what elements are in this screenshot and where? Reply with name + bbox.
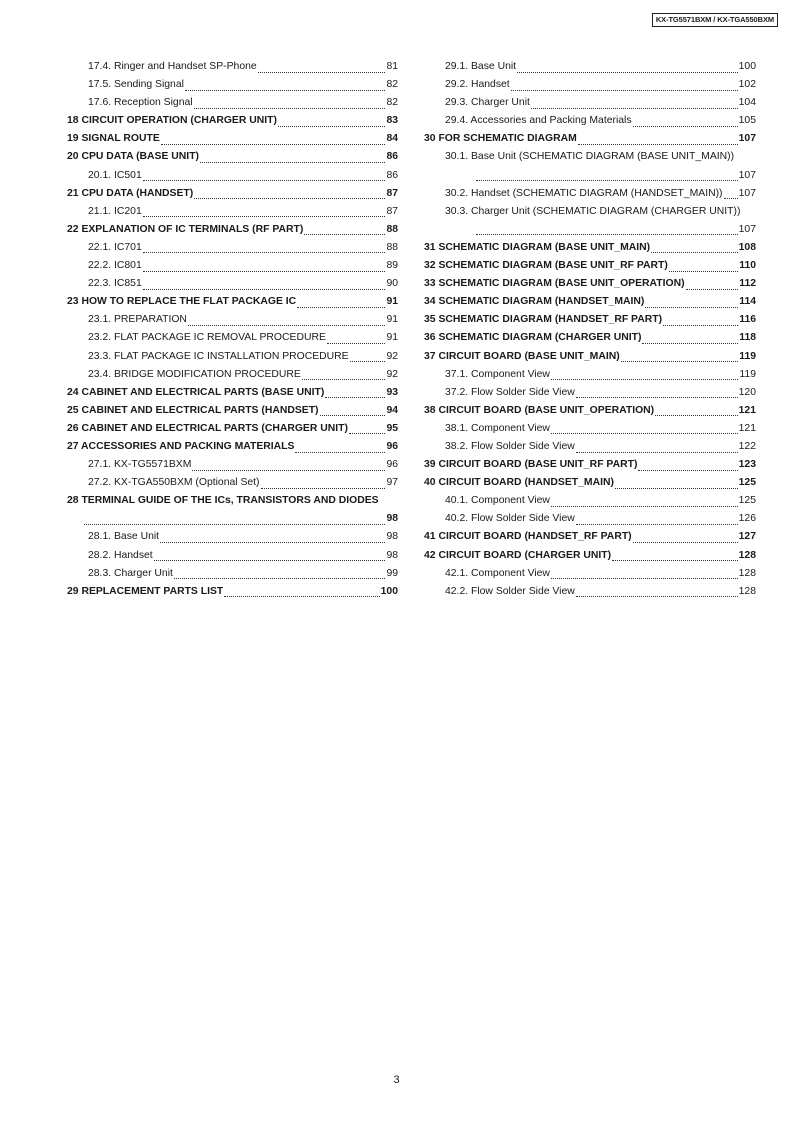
toc-entry-title: 17.4. Ringer and Handset SP-Phone bbox=[88, 61, 257, 72]
toc-entry-title: 21.1. IC201 bbox=[88, 205, 142, 217]
toc-entry[interactable] bbox=[424, 586, 756, 604]
toc-entry[interactable] bbox=[424, 423, 756, 441]
toc-entry[interactable] bbox=[424, 296, 756, 314]
toc-entry-page: 123 bbox=[738, 459, 756, 471]
toc-entry[interactable] bbox=[67, 151, 398, 169]
toc-entry-title: 22 EXPLANATION OF IC TERMINALS (RF PART) bbox=[67, 223, 304, 235]
toc-entry-page: 121 bbox=[738, 404, 756, 416]
dot-leader bbox=[576, 594, 738, 597]
toc-entry-title: 42.2. Flow Solder Side View bbox=[445, 585, 575, 597]
toc-entry-page: 86 bbox=[386, 151, 398, 163]
toc-entry-continuation[interactable] bbox=[424, 224, 756, 242]
toc-entry-page: 90 bbox=[386, 278, 398, 290]
toc-entry[interactable] bbox=[67, 260, 398, 278]
toc-entry-title: 37 CIRCUIT BOARD (BASE UNIT_MAIN) bbox=[424, 350, 620, 362]
toc-entry-title: 23.1. PREPARATION bbox=[88, 314, 187, 326]
toc-entry-title: 17.6. Reception Signal bbox=[88, 97, 193, 109]
toc-entry[interactable] bbox=[424, 550, 756, 568]
dot-leader bbox=[551, 576, 738, 579]
dot-leader bbox=[615, 486, 738, 489]
toc-entry-page: 110 bbox=[739, 260, 756, 272]
dot-leader bbox=[325, 395, 385, 398]
toc-entry-title: 19 SIGNAL ROUTE bbox=[67, 133, 160, 145]
dot-leader bbox=[185, 88, 386, 91]
dot-leader bbox=[612, 558, 738, 561]
dot-leader bbox=[143, 178, 386, 181]
dot-leader bbox=[651, 250, 738, 253]
toc-entry-page: 86 bbox=[386, 169, 398, 181]
dot-leader bbox=[576, 450, 738, 453]
toc-entry[interactable] bbox=[67, 242, 398, 260]
toc-entry[interactable] bbox=[424, 97, 756, 115]
toc-entry[interactable] bbox=[424, 513, 756, 531]
toc-entry-page: 116 bbox=[739, 314, 756, 326]
dot-leader bbox=[476, 232, 738, 235]
toc-entry-page: 89 bbox=[386, 260, 398, 272]
dot-leader bbox=[278, 124, 386, 127]
toc-entry[interactable] bbox=[424, 79, 756, 97]
dot-leader bbox=[224, 594, 379, 597]
toc-entry[interactable] bbox=[67, 61, 398, 79]
dot-leader bbox=[174, 576, 386, 579]
toc-entry-page: 81 bbox=[386, 61, 398, 72]
toc-entry-page: 92 bbox=[386, 368, 398, 380]
toc-entry-page: 95 bbox=[386, 422, 398, 434]
toc-entry-title[interactable]: 28 TERMINAL GUIDE OF THE ICs, TRANSISTORS AND DIODES bbox=[67, 495, 379, 507]
dot-leader bbox=[645, 305, 738, 308]
dot-leader bbox=[143, 214, 386, 217]
toc-entry-page: 91 bbox=[386, 314, 398, 326]
toc-entry-title: 29.2. Handset bbox=[445, 79, 510, 91]
toc-entry-page: 121 bbox=[738, 422, 756, 434]
dot-leader bbox=[143, 269, 386, 272]
toc-entry-page: 107 bbox=[738, 169, 756, 181]
toc-entry-page: 88 bbox=[386, 223, 398, 235]
toc-entry[interactable] bbox=[424, 332, 756, 350]
dot-leader bbox=[302, 377, 386, 380]
dot-leader bbox=[551, 504, 738, 507]
toc-entry-title: 22.1. IC701 bbox=[88, 241, 142, 253]
toc-entry[interactable] bbox=[67, 224, 398, 242]
toc-entry-title: 36 SCHEMATIC DIAGRAM (CHARGER UNIT) bbox=[424, 332, 642, 344]
toc-entry-title: 27 ACCESSORIES AND PACKING MATERIALS bbox=[67, 440, 295, 452]
dot-leader bbox=[517, 70, 738, 73]
toc-entry-page: 112 bbox=[739, 278, 756, 290]
toc-entry[interactable] bbox=[424, 314, 756, 332]
toc-entry[interactable] bbox=[424, 459, 756, 477]
toc-entry-title: 30 FOR SCHEMATIC DIAGRAM bbox=[424, 133, 577, 145]
dot-leader bbox=[192, 468, 385, 471]
toc-entry-page: 82 bbox=[386, 97, 398, 109]
toc-entry-page: 119 bbox=[739, 350, 756, 362]
dot-leader bbox=[511, 88, 738, 91]
toc-entry-page: 100 bbox=[380, 585, 398, 597]
dot-leader bbox=[143, 287, 386, 290]
dot-leader bbox=[476, 178, 738, 181]
toc-entry-page: 98 bbox=[386, 513, 398, 525]
toc-entry[interactable] bbox=[424, 115, 756, 133]
toc-entry[interactable] bbox=[424, 405, 756, 423]
toc-entry-title: 42 CIRCUIT BOARD (CHARGER UNIT) bbox=[424, 549, 612, 561]
toc-entry-page: 98 bbox=[386, 531, 398, 543]
toc-entry-title: 28.2. Handset bbox=[88, 549, 153, 561]
dot-leader bbox=[327, 341, 386, 344]
toc-entry-page: 105 bbox=[738, 115, 756, 127]
toc-entry-title: 40 CIRCUIT BOARD (HANDSET_MAIN) bbox=[424, 477, 614, 489]
toc-entry-title: 29.1. Base Unit bbox=[445, 61, 517, 72]
toc-entry[interactable] bbox=[67, 586, 398, 604]
toc-entry-title: 35 SCHEMATIC DIAGRAM (HANDSET_RF PART) bbox=[424, 314, 663, 326]
toc-entry[interactable] bbox=[424, 568, 756, 586]
toc-entry-page: 91 bbox=[386, 332, 398, 344]
toc-entry-page: 126 bbox=[738, 513, 756, 525]
toc-entry-title: 27.1. KX-TG5571BXM bbox=[88, 459, 192, 471]
toc-entry-title: 40.2. Flow Solder Side View bbox=[445, 513, 575, 525]
toc-entry[interactable] bbox=[67, 441, 398, 459]
toc-entry-title: 24 CABINET AND ELECTRICAL PARTS (BASE UNIT) bbox=[67, 386, 325, 398]
toc-entry[interactable] bbox=[67, 206, 398, 224]
toc-entry-title: 20.1. IC501 bbox=[88, 169, 142, 181]
toc-entry[interactable] bbox=[424, 441, 756, 459]
toc-entry[interactable] bbox=[67, 351, 398, 369]
toc-entry-title: 29.4. Accessories and Packing Materials bbox=[445, 115, 632, 127]
toc-entry-page: 128 bbox=[738, 567, 756, 579]
toc-entry[interactable] bbox=[424, 387, 756, 405]
dot-leader bbox=[686, 287, 739, 290]
toc-entry-page: 128 bbox=[738, 549, 756, 561]
toc-entry-title: 23.3. FLAT PACKAGE IC INSTALLATION PROCEDURE bbox=[88, 350, 349, 362]
toc-entry-title: 38 CIRCUIT BOARD (BASE UNIT_OPERATION) bbox=[424, 404, 655, 416]
toc-entry-page: 87 bbox=[386, 187, 398, 199]
toc-entry-title: 28.3. Charger Unit bbox=[88, 567, 173, 579]
toc-entry-page: 107 bbox=[738, 187, 756, 199]
dot-leader bbox=[304, 232, 385, 235]
toc-entry-title: 33 SCHEMATIC DIAGRAM (BASE UNIT_OPERATION) bbox=[424, 278, 685, 290]
toc-entry[interactable] bbox=[424, 369, 756, 387]
dot-leader bbox=[320, 413, 386, 416]
toc-entry[interactable] bbox=[67, 115, 398, 133]
dot-leader bbox=[633, 124, 738, 127]
toc-right-column bbox=[424, 61, 756, 604]
toc-entry-page: 93 bbox=[386, 386, 398, 398]
toc-entry-page: 122 bbox=[738, 440, 756, 452]
toc-entry-page: 108 bbox=[738, 241, 756, 253]
toc-entry-title[interactable]: 30.1. Base Unit (SCHEMATIC DIAGRAM (BASE UNIT_MAIN)) bbox=[445, 151, 735, 163]
dot-leader bbox=[160, 540, 385, 543]
toc-entry-title: 23 HOW TO REPLACE THE FLAT PACKAGE IC bbox=[67, 296, 297, 308]
toc-entry-title: 26 CABINET AND ELECTRICAL PARTS (CHARGER UNIT) bbox=[67, 422, 348, 434]
dot-leader bbox=[143, 250, 386, 253]
toc-entry[interactable] bbox=[67, 405, 398, 423]
toc-entry[interactable] bbox=[67, 387, 398, 405]
toc-entry-page: 119 bbox=[739, 368, 756, 380]
dot-leader bbox=[621, 359, 739, 362]
page-number: 3 bbox=[393, 1074, 400, 1086]
toc-entry-page: 107 bbox=[738, 133, 756, 145]
toc-entry-page: 125 bbox=[738, 495, 756, 507]
toc-entry-page: 128 bbox=[738, 585, 756, 597]
toc-entry-page: 87 bbox=[386, 205, 398, 217]
toc-entry-page: 114 bbox=[739, 296, 756, 308]
dot-leader bbox=[576, 395, 738, 398]
toc-entry-title: 25 CABINET AND ELECTRICAL PARTS (HANDSET) bbox=[67, 404, 319, 416]
toc-entry-title: 23.2. FLAT PACKAGE IC REMOVAL PROCEDURE bbox=[88, 332, 326, 344]
toc-entry-title: 39 CIRCUIT BOARD (BASE UNIT_RF PART) bbox=[424, 459, 638, 471]
dot-leader bbox=[188, 323, 386, 326]
dot-leader bbox=[642, 341, 738, 344]
toc-entry[interactable] bbox=[67, 477, 398, 495]
dot-leader bbox=[295, 450, 385, 453]
toc-entry[interactable] bbox=[67, 531, 398, 549]
dot-leader bbox=[655, 413, 738, 416]
toc-entry-page: 125 bbox=[738, 477, 756, 489]
toc-entry-title: 34 SCHEMATIC DIAGRAM (HANDSET_MAIN) bbox=[424, 296, 645, 308]
toc-entry-title: 38.2. Flow Solder Side View bbox=[445, 440, 575, 452]
toc-entry-page: 107 bbox=[738, 223, 756, 235]
toc-entry-title[interactable]: 30.3. Charger Unit (SCHEMATIC DIAGRAM (CHARGER UNIT)) bbox=[445, 205, 741, 217]
toc-entry[interactable] bbox=[67, 423, 398, 441]
toc-entry[interactable] bbox=[67, 369, 398, 387]
model-number-box: KX-TG5571BXM / KX-TGA550BXM bbox=[652, 13, 778, 27]
toc-entry-title: 30.2. Handset (SCHEMATIC DIAGRAM (HANDSET_MAIN)) bbox=[445, 187, 723, 199]
dot-leader bbox=[724, 196, 738, 199]
toc-entry-title: 22.3. IC851 bbox=[88, 278, 142, 290]
toc-entry[interactable] bbox=[67, 332, 398, 350]
toc-entry[interactable] bbox=[67, 133, 398, 151]
dot-leader bbox=[261, 486, 386, 489]
dot-leader bbox=[200, 160, 385, 163]
toc-entry[interactable] bbox=[67, 170, 398, 188]
dot-leader bbox=[258, 70, 386, 73]
dot-leader bbox=[194, 196, 385, 199]
dot-leader bbox=[161, 142, 386, 145]
toc-entry-page: 97 bbox=[386, 477, 398, 489]
toc-entry[interactable] bbox=[424, 260, 756, 278]
toc-entry-page: 102 bbox=[738, 79, 756, 91]
dot-leader bbox=[663, 323, 738, 326]
toc-entry-title: 40.1. Component View bbox=[445, 495, 550, 507]
toc-entry-page: 83 bbox=[386, 115, 398, 127]
toc-entry[interactable] bbox=[424, 495, 756, 513]
dot-leader bbox=[633, 540, 738, 543]
dot-leader bbox=[349, 431, 386, 434]
toc-entry[interactable] bbox=[424, 242, 756, 260]
toc-entry-title: 29 REPLACEMENT PARTS LIST bbox=[67, 585, 224, 597]
dot-leader bbox=[578, 142, 738, 145]
toc-entry-page: 82 bbox=[386, 79, 398, 91]
toc-entry-title: 17.5. Sending Signal bbox=[88, 79, 184, 91]
toc-entry-title: 29.3. Charger Unit bbox=[445, 97, 530, 109]
toc-entry-title: 20 CPU DATA (BASE UNIT) bbox=[67, 151, 200, 163]
toc-entry-page: 99 bbox=[386, 567, 398, 579]
dot-leader bbox=[551, 377, 738, 380]
toc-entry-page: 84 bbox=[386, 133, 398, 145]
toc-entry-title: 37.1. Component View bbox=[445, 368, 550, 380]
dot-leader bbox=[84, 522, 385, 525]
toc-entry[interactable] bbox=[67, 314, 398, 332]
dot-leader bbox=[194, 106, 386, 109]
toc-entry-title: 31 SCHEMATIC DIAGRAM (BASE UNIT_MAIN) bbox=[424, 241, 651, 253]
dot-leader bbox=[638, 468, 737, 471]
toc-entry-title: 27.2. KX-TGA550BXM (Optional Set) bbox=[88, 477, 260, 489]
toc-entry-page: 127 bbox=[738, 531, 756, 543]
toc-entry-page: 100 bbox=[738, 61, 756, 72]
toc-entry[interactable] bbox=[424, 531, 756, 549]
toc-entry-title: 23.4. BRIDGE MODIFICATION PROCEDURE bbox=[88, 368, 301, 380]
dot-leader bbox=[154, 558, 386, 561]
toc-entry[interactable] bbox=[67, 79, 398, 97]
dot-leader bbox=[297, 305, 385, 308]
toc-entry[interactable] bbox=[424, 61, 756, 79]
dot-leader bbox=[551, 431, 738, 434]
dot-leader bbox=[531, 106, 738, 109]
dot-leader bbox=[669, 269, 738, 272]
toc-entry-page: 104 bbox=[738, 97, 756, 109]
toc-entry-page: 96 bbox=[386, 440, 398, 452]
toc-entry-title: 32 SCHEMATIC DIAGRAM (BASE UNIT_RF PART) bbox=[424, 260, 668, 272]
toc-entry[interactable] bbox=[67, 296, 398, 314]
toc-entry-title: 28.1. Base Unit bbox=[88, 531, 160, 543]
toc-entry[interactable] bbox=[67, 278, 398, 296]
toc-entry[interactable] bbox=[424, 278, 756, 296]
dot-leader bbox=[576, 522, 738, 525]
toc-left-column bbox=[67, 61, 398, 604]
toc-entry-title: 18 CIRCUIT OPERATION (CHARGER UNIT) bbox=[67, 115, 277, 127]
toc-entry-page: 118 bbox=[739, 332, 756, 344]
toc-entry-title: 22.2. IC801 bbox=[88, 260, 142, 272]
toc-entry-continuation[interactable] bbox=[424, 170, 756, 188]
toc-entry-page: 91 bbox=[386, 296, 398, 308]
toc-entry-title: 21 CPU DATA (HANDSET) bbox=[67, 187, 194, 199]
dot-leader bbox=[350, 359, 386, 362]
toc-entry[interactable] bbox=[67, 188, 398, 206]
toc-entry[interactable] bbox=[424, 133, 756, 151]
toc-entry-page: 88 bbox=[386, 241, 398, 253]
toc-entry-title: 38.1. Component View bbox=[445, 422, 550, 434]
toc-entry[interactable] bbox=[424, 351, 756, 369]
toc-entry[interactable] bbox=[67, 568, 398, 586]
toc-entry-continuation[interactable] bbox=[67, 513, 398, 531]
toc-entry-page: 94 bbox=[386, 404, 398, 416]
toc-entry[interactable] bbox=[67, 459, 398, 477]
toc-entry-title: 37.2. Flow Solder Side View bbox=[445, 386, 575, 398]
toc-entry[interactable] bbox=[424, 477, 756, 495]
toc-entry-page: 92 bbox=[386, 350, 398, 362]
toc-entry-page: 96 bbox=[386, 459, 398, 471]
toc-entry-title: 42.1. Component View bbox=[445, 567, 550, 579]
toc-entry-page: 120 bbox=[738, 386, 756, 398]
toc-entry-title: 41 CIRCUIT BOARD (HANDSET_RF PART) bbox=[424, 531, 632, 543]
toc-entry-page: 98 bbox=[386, 549, 398, 561]
toc-entry[interactable] bbox=[67, 97, 398, 115]
toc-entry[interactable] bbox=[424, 188, 756, 206]
toc-entry[interactable] bbox=[67, 550, 398, 568]
